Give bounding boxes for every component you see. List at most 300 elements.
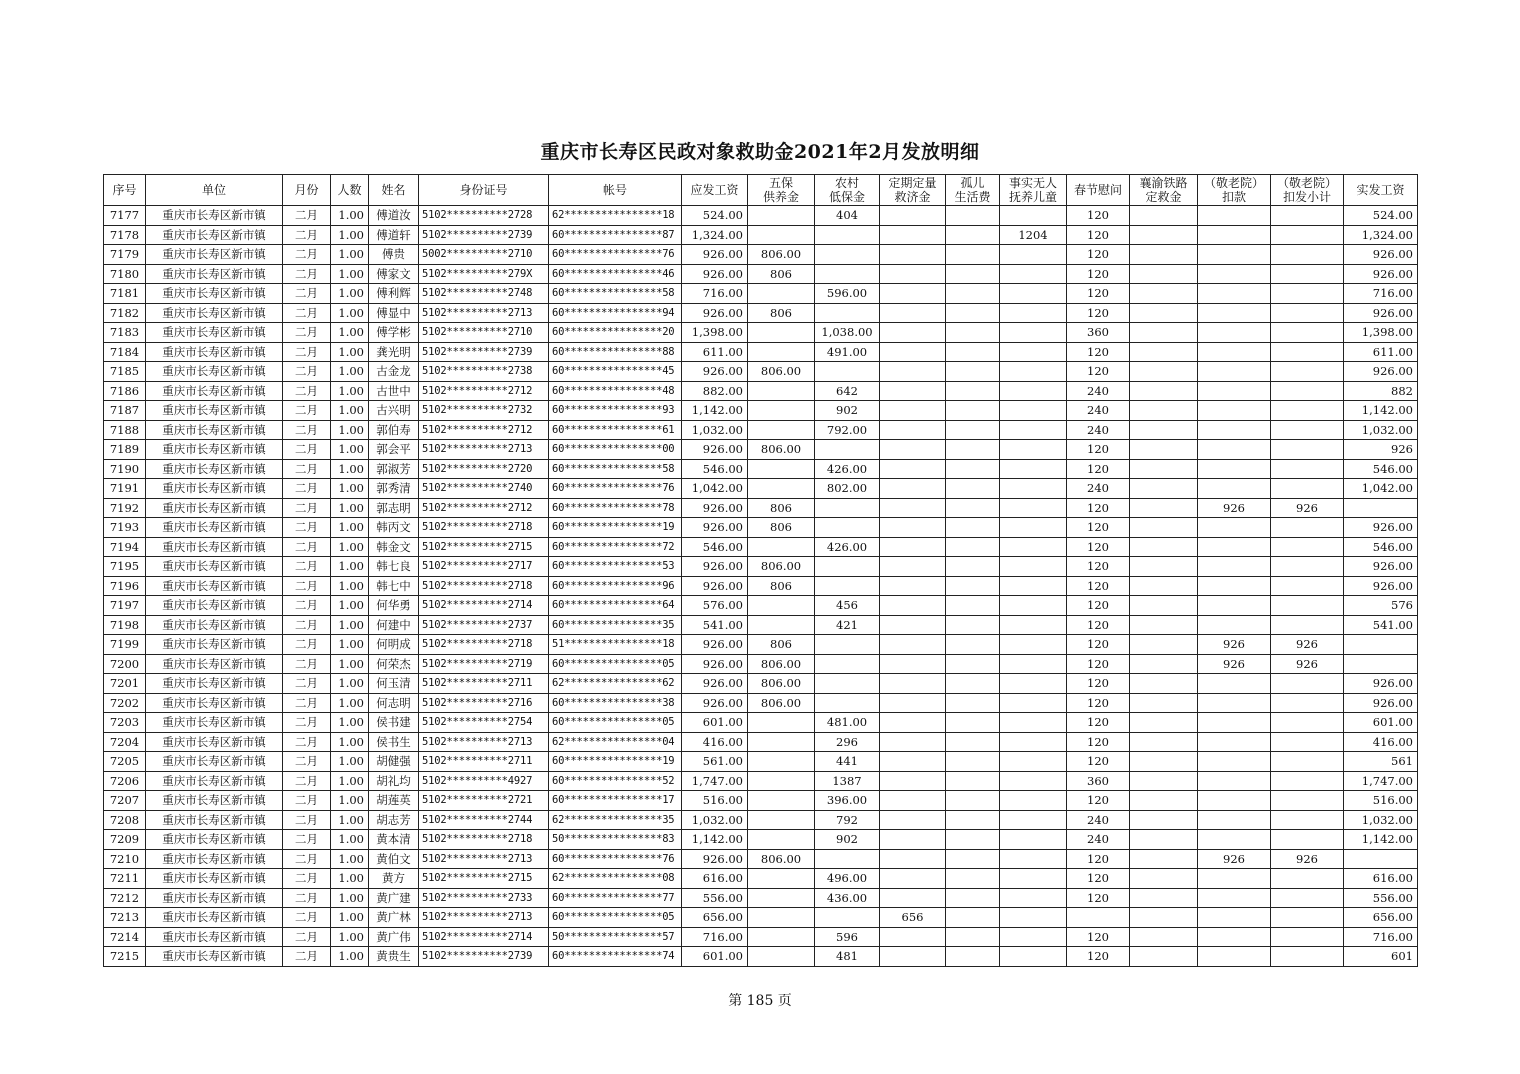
table-cell: 胡莲英 (369, 791, 419, 811)
table-cell: 二月 (283, 849, 331, 869)
table-row (104, 596, 1418, 616)
table-cell: 496.00 (815, 869, 880, 889)
column-header: 单位 (146, 175, 283, 206)
table-cell (1000, 518, 1067, 538)
table-cell: 二月 (283, 420, 331, 440)
table-row (104, 498, 1418, 518)
table-cell (1067, 908, 1130, 928)
table-cell: 60****************77 (549, 888, 682, 908)
table-cell (1271, 342, 1344, 362)
table-cell (1000, 440, 1067, 460)
table-cell (880, 713, 946, 733)
table-cell: 120 (1067, 557, 1130, 577)
table-cell: 7189 (104, 440, 146, 460)
column-header: 襄渝铁路 定救金 (1130, 175, 1198, 206)
table-cell: 541.00 (1344, 615, 1418, 635)
table-cell (1198, 284, 1271, 304)
table-row (104, 888, 1418, 908)
table-cell (1271, 693, 1344, 713)
table-cell: 7209 (104, 830, 146, 850)
table-cell (946, 576, 1000, 596)
table-cell: 240 (1067, 420, 1130, 440)
table-cell (1271, 927, 1344, 947)
table-cell: 1.00 (331, 771, 369, 791)
table-cell (1000, 303, 1067, 323)
table-cell (1000, 713, 1067, 733)
table-cell (1344, 498, 1418, 518)
table-cell (815, 245, 880, 265)
table-cell: 1.00 (331, 947, 369, 967)
table-cell: 120 (1067, 206, 1130, 226)
table-cell (1198, 420, 1271, 440)
column-header: 事实无人 抚养儿童 (1000, 175, 1067, 206)
table-cell: 5102**********2713 (419, 849, 549, 869)
table-cell: 7199 (104, 635, 146, 655)
table-cell (1000, 771, 1067, 791)
table-cell: 806.00 (748, 440, 815, 460)
table-cell (1271, 732, 1344, 752)
table-cell (946, 674, 1000, 694)
table-cell: 重庆市长寿区新市镇 (146, 498, 283, 518)
table-cell: 二月 (283, 791, 331, 811)
table-cell: 5102**********4927 (419, 771, 549, 791)
table-cell (1000, 732, 1067, 752)
table-cell: 重庆市长寿区新市镇 (146, 518, 283, 538)
table-cell: 1,032.00 (682, 420, 748, 440)
table-row (104, 557, 1418, 577)
table-cell: 重庆市长寿区新市镇 (146, 635, 283, 655)
table-cell: 5102**********2754 (419, 713, 549, 733)
table-cell (880, 810, 946, 830)
table-cell: 何建中 (369, 615, 419, 635)
table-cell: 二月 (283, 713, 331, 733)
table-cell: 5102**********2718 (419, 635, 549, 655)
table-cell: 120 (1067, 440, 1130, 460)
table-cell: 二月 (283, 947, 331, 967)
table-cell: 1,142.00 (682, 401, 748, 421)
table-cell: 1.00 (331, 420, 369, 440)
table-row (104, 381, 1418, 401)
table-cell: 7202 (104, 693, 146, 713)
table-row (104, 654, 1418, 674)
table-cell: 546.00 (1344, 537, 1418, 557)
table-cell: 重庆市长寿区新市镇 (146, 830, 283, 850)
table-cell: 656.00 (1344, 908, 1418, 928)
table-cell (1000, 537, 1067, 557)
table-cell (1271, 615, 1344, 635)
table-cell: 60****************52 (549, 771, 682, 791)
table-cell: 120 (1067, 791, 1130, 811)
table-cell: 5102**********2713 (419, 732, 549, 752)
table-cell (880, 576, 946, 596)
table-cell: 韩七中 (369, 576, 419, 596)
table-cell: 1.00 (331, 654, 369, 674)
table-cell (880, 498, 946, 518)
table-cell (946, 732, 1000, 752)
table-cell: 926.00 (682, 557, 748, 577)
table-row (104, 771, 1418, 791)
table-cell (946, 908, 1000, 928)
table-cell (946, 791, 1000, 811)
table-cell: 120 (1067, 869, 1130, 889)
table-cell (1000, 849, 1067, 869)
table-cell: 926 (1271, 654, 1344, 674)
table-cell (1000, 381, 1067, 401)
table-cell (880, 791, 946, 811)
table-cell: 60****************35 (549, 615, 682, 635)
column-header: 春节慰问 (1067, 175, 1130, 206)
table-cell (946, 479, 1000, 499)
table-cell (1000, 557, 1067, 577)
table-cell: 120 (1067, 303, 1130, 323)
table-cell (1198, 537, 1271, 557)
table-cell: 傅贵 (369, 245, 419, 265)
table-cell: 1.00 (331, 576, 369, 596)
table-row (104, 791, 1418, 811)
table-cell (1000, 947, 1067, 967)
table-cell: 重庆市长寿区新市镇 (146, 557, 283, 577)
table-cell (880, 264, 946, 284)
table-cell: 1.00 (331, 225, 369, 245)
table-cell: 重庆市长寿区新市镇 (146, 869, 283, 889)
table-cell: 806.00 (748, 674, 815, 694)
table-cell: 二月 (283, 401, 331, 421)
table-cell: 120 (1067, 732, 1130, 752)
table-cell: 806 (748, 635, 815, 655)
table-cell (1000, 284, 1067, 304)
table-cell: 524.00 (682, 206, 748, 226)
table-cell: 7193 (104, 518, 146, 538)
table-cell (946, 654, 1000, 674)
table-cell (815, 362, 880, 382)
table-cell: 926 (1198, 849, 1271, 869)
table-cell: 二月 (283, 674, 331, 694)
table-cell: 601.00 (682, 713, 748, 733)
column-header: 身份证号 (419, 175, 549, 206)
table-cell: 1,398.00 (682, 323, 748, 343)
table-cell: 1.00 (331, 362, 369, 382)
table-cell (880, 459, 946, 479)
table-cell: 516.00 (682, 791, 748, 811)
column-header: 帐号 (549, 175, 682, 206)
table-cell (815, 303, 880, 323)
table-cell: 7212 (104, 888, 146, 908)
table-cell: 556.00 (1344, 888, 1418, 908)
table-cell (1271, 537, 1344, 557)
table-cell: 926.00 (682, 654, 748, 674)
table-cell (1000, 206, 1067, 226)
table-cell: 7177 (104, 206, 146, 226)
table-cell (1198, 752, 1271, 772)
table-cell: 黄方 (369, 869, 419, 889)
table-cell (1198, 342, 1271, 362)
table-cell (1271, 576, 1344, 596)
table-cell: 5102**********2712 (419, 498, 549, 518)
table-cell (880, 927, 946, 947)
table-cell: 5102**********2728 (419, 206, 549, 226)
table-cell (1130, 713, 1198, 733)
table-cell: 韩七良 (369, 557, 419, 577)
table-cell (1198, 771, 1271, 791)
table-cell: 60****************93 (549, 401, 682, 421)
table-cell (1000, 596, 1067, 616)
table-row (104, 303, 1418, 323)
table-cell: 1.00 (331, 303, 369, 323)
table-cell (748, 342, 815, 362)
table-cell: 806.00 (748, 849, 815, 869)
table-cell (1130, 362, 1198, 382)
table-cell (1000, 342, 1067, 362)
table-cell: 重庆市长寿区新市镇 (146, 693, 283, 713)
table-cell (1198, 869, 1271, 889)
table-cell: 7205 (104, 752, 146, 772)
table-cell: 1.00 (331, 284, 369, 304)
table-cell: 656.00 (682, 908, 748, 928)
table-cell (748, 479, 815, 499)
table-cell: 491.00 (815, 342, 880, 362)
table-cell (880, 284, 946, 304)
table-cell: 5102**********2718 (419, 576, 549, 596)
table-cell: 441 (815, 752, 880, 772)
table-cell: 5102**********2711 (419, 674, 549, 694)
table-cell (1000, 479, 1067, 499)
table-cell: 侯书建 (369, 713, 419, 733)
table-row (104, 342, 1418, 362)
table-cell (1271, 284, 1344, 304)
table-cell: 重庆市长寿区新市镇 (146, 225, 283, 245)
table-cell: 926.00 (1344, 303, 1418, 323)
table-cell: 重庆市长寿区新市镇 (146, 284, 283, 304)
table-cell (1000, 674, 1067, 694)
table-cell: 1,032.00 (682, 810, 748, 830)
table-cell: 926 (1344, 440, 1418, 460)
table-cell: 1,398.00 (1344, 323, 1418, 343)
table-cell: 1.00 (331, 245, 369, 265)
table-cell: 1.00 (331, 888, 369, 908)
table-cell: 5102**********2711 (419, 752, 549, 772)
table-cell: 60****************38 (549, 693, 682, 713)
table-cell: 5102**********2718 (419, 830, 549, 850)
table-row (104, 401, 1418, 421)
table-cell (1271, 674, 1344, 694)
table-cell (946, 284, 1000, 304)
table-cell: 1.00 (331, 264, 369, 284)
table-cell (748, 459, 815, 479)
table-cell: 5102**********279X (419, 264, 549, 284)
table-cell: 5102**********2714 (419, 927, 549, 947)
table-cell: 5102**********2720 (419, 459, 549, 479)
table-cell (1130, 693, 1198, 713)
table-cell: 7211 (104, 869, 146, 889)
table-cell: 5102**********2721 (419, 791, 549, 811)
table-cell: 60****************19 (549, 752, 682, 772)
table-cell: 1,142.00 (1344, 830, 1418, 850)
table-cell: 926.00 (682, 245, 748, 265)
table-cell: 561.00 (682, 752, 748, 772)
table-cell: 1,042.00 (682, 479, 748, 499)
table-cell: 二月 (283, 479, 331, 499)
table-cell (1271, 596, 1344, 616)
table-cell (880, 537, 946, 557)
table-cell (1000, 752, 1067, 772)
table-cell: 二月 (283, 557, 331, 577)
table-cell: 62****************18 (549, 206, 682, 226)
table-cell: 426.00 (815, 459, 880, 479)
table-cell (946, 830, 1000, 850)
table-cell: 806 (748, 303, 815, 323)
table-cell: 546.00 (682, 537, 748, 557)
table-cell: 二月 (283, 693, 331, 713)
table-cell: 120 (1067, 362, 1130, 382)
table-cell: 7183 (104, 323, 146, 343)
table-cell (1198, 206, 1271, 226)
table-cell: 396.00 (815, 791, 880, 811)
table-cell: 1,324.00 (1344, 225, 1418, 245)
table-cell (1130, 459, 1198, 479)
table-cell: 516.00 (1344, 791, 1418, 811)
table-cell: 926.00 (1344, 674, 1418, 694)
table-row (104, 674, 1418, 694)
table-cell (1271, 206, 1344, 226)
table-cell: 546.00 (682, 459, 748, 479)
table-cell: 120 (1067, 713, 1130, 733)
table-cell: 二月 (283, 440, 331, 460)
table-cell: 120 (1067, 615, 1130, 635)
column-header: 姓名 (369, 175, 419, 206)
table-cell (880, 635, 946, 655)
table-cell (946, 206, 1000, 226)
table-cell: 120 (1067, 635, 1130, 655)
table-cell: 5102**********2715 (419, 869, 549, 889)
table-cell: 二月 (283, 869, 331, 889)
table-cell: 1.00 (331, 557, 369, 577)
table-cell (748, 927, 815, 947)
table-cell: 郭伯寿 (369, 420, 419, 440)
table-header-row (104, 175, 1418, 206)
table-row (104, 635, 1418, 655)
table-cell (880, 245, 946, 265)
table-cell (946, 635, 1000, 655)
table-cell: 7203 (104, 713, 146, 733)
table-cell (815, 440, 880, 460)
table-cell: 926 (1198, 498, 1271, 518)
table-cell: 傅道轩 (369, 225, 419, 245)
table-cell (880, 849, 946, 869)
table-cell (1130, 732, 1198, 752)
table-cell: 二月 (283, 537, 331, 557)
table-cell (1271, 381, 1344, 401)
table-cell: 426.00 (815, 537, 880, 557)
table-cell (815, 693, 880, 713)
table-cell (1130, 869, 1198, 889)
table-cell: 616.00 (1344, 869, 1418, 889)
table-cell: 882.00 (682, 381, 748, 401)
table-cell: 416.00 (1344, 732, 1418, 752)
table-cell (946, 752, 1000, 772)
table-cell (1271, 303, 1344, 323)
table-cell: 何志明 (369, 693, 419, 713)
table-cell (880, 674, 946, 694)
table-cell: 7196 (104, 576, 146, 596)
table-cell (1271, 362, 1344, 382)
table-cell: 120 (1067, 518, 1130, 538)
table-cell: 792.00 (815, 420, 880, 440)
table-cell: 重庆市长寿区新市镇 (146, 654, 283, 674)
table-cell (1130, 420, 1198, 440)
table-cell: 120 (1067, 537, 1130, 557)
table-cell: 656 (880, 908, 946, 928)
table-cell: 60****************48 (549, 381, 682, 401)
table-cell: 806 (748, 264, 815, 284)
table-cell: 120 (1067, 849, 1130, 869)
table-cell: 926.00 (682, 498, 748, 518)
table-cell: 926.00 (682, 635, 748, 655)
table-cell: 韩丙文 (369, 518, 419, 538)
table-cell: 541.00 (682, 615, 748, 635)
table-cell: 二月 (283, 323, 331, 343)
table-row (104, 479, 1418, 499)
table-cell (1198, 401, 1271, 421)
table-cell (1130, 342, 1198, 362)
table-cell: 5102**********2712 (419, 381, 549, 401)
table-cell: 二月 (283, 888, 331, 908)
table-cell (1198, 303, 1271, 323)
table-cell: 重庆市长寿区新市镇 (146, 401, 283, 421)
table-cell (946, 615, 1000, 635)
table-cell (1000, 810, 1067, 830)
table-cell: 黄广伟 (369, 927, 419, 947)
table-cell: 60****************94 (549, 303, 682, 323)
table-cell (1130, 284, 1198, 304)
table-cell: 重庆市长寿区新市镇 (146, 245, 283, 265)
table-cell (1198, 362, 1271, 382)
table-cell (1000, 576, 1067, 596)
table-cell (1000, 264, 1067, 284)
table-cell (1198, 693, 1271, 713)
table-cell: 重庆市长寿区新市镇 (146, 323, 283, 343)
table-cell: 二月 (283, 303, 331, 323)
table-cell: 1,324.00 (682, 225, 748, 245)
table-cell (1130, 888, 1198, 908)
table-cell: 重庆市长寿区新市镇 (146, 615, 283, 635)
table-cell (1198, 927, 1271, 947)
table-cell: 郭志明 (369, 498, 419, 518)
table-cell (1198, 479, 1271, 499)
table-cell: 120 (1067, 947, 1130, 967)
table-cell (1000, 245, 1067, 265)
table-cell (946, 557, 1000, 577)
table-cell: 二月 (283, 596, 331, 616)
table-cell (748, 284, 815, 304)
column-header: 实发工资 (1344, 175, 1418, 206)
table-cell: 792 (815, 810, 880, 830)
table-cell: 二月 (283, 245, 331, 265)
table-cell (1000, 635, 1067, 655)
column-header: 人数 (331, 175, 369, 206)
table-row (104, 245, 1418, 265)
table-cell: 7201 (104, 674, 146, 694)
table-cell: 7213 (104, 908, 146, 928)
table-cell (1130, 947, 1198, 967)
table-row (104, 284, 1418, 304)
table-cell: 1.00 (331, 596, 369, 616)
table-cell: 806 (748, 518, 815, 538)
table-cell: 62****************04 (549, 732, 682, 752)
table-cell: 926.00 (682, 440, 748, 460)
table-cell: 1.00 (331, 440, 369, 460)
table-cell (1000, 459, 1067, 479)
table-cell: 重庆市长寿区新市镇 (146, 264, 283, 284)
